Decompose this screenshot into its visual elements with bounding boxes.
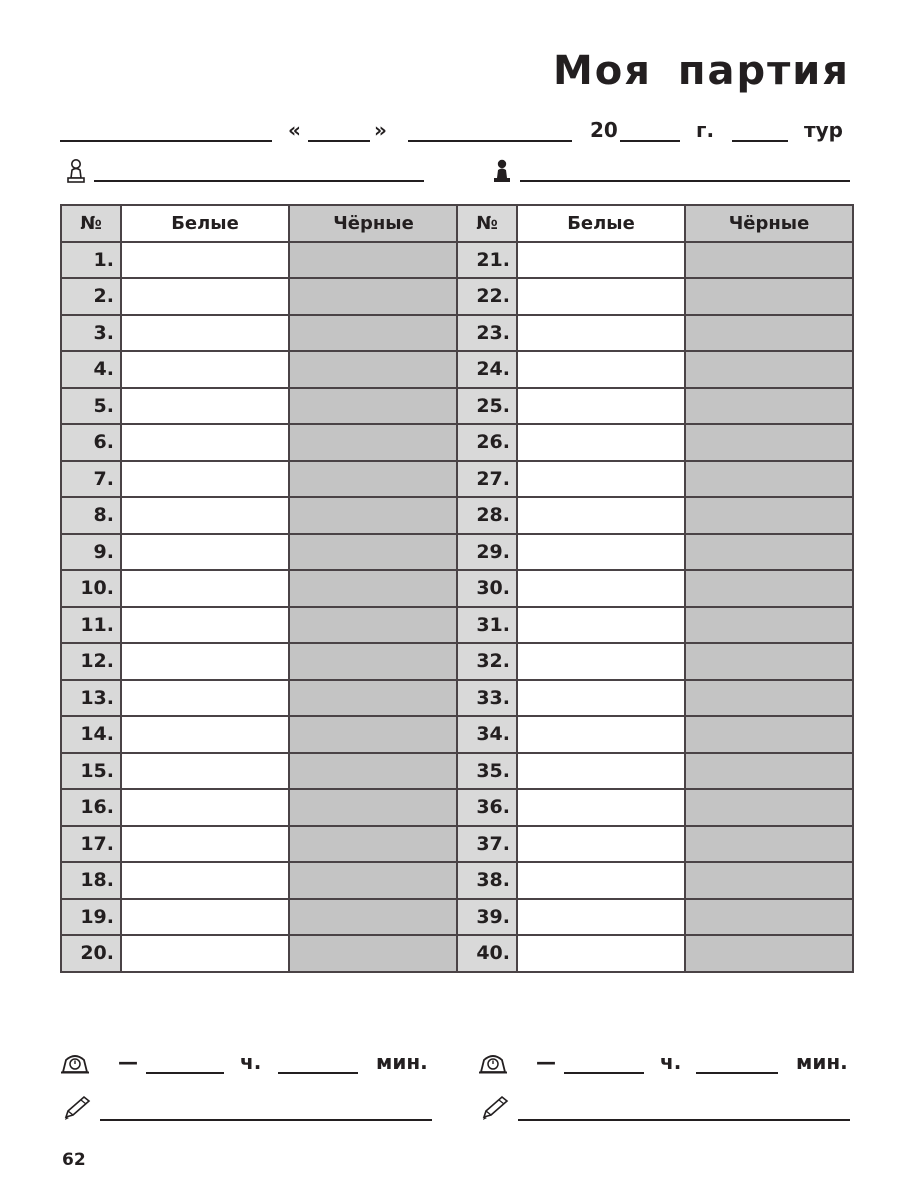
move-row (61, 826, 458, 863)
white-move-cell[interactable] (517, 424, 685, 461)
white-move-cell[interactable] (517, 242, 685, 279)
move-number: 23. (457, 315, 517, 352)
white-move-cell[interactable] (121, 607, 289, 644)
black-move-cell[interactable] (289, 607, 458, 644)
move-number-header: № (61, 205, 121, 242)
round-label: тур (804, 118, 843, 142)
move-row (61, 534, 458, 571)
move-row (61, 789, 458, 826)
time-dash: — (536, 1050, 556, 1074)
white-move-cell[interactable] (121, 242, 289, 279)
quote-open: « (288, 118, 301, 142)
black-move-cell[interactable] (685, 935, 853, 972)
move-number: 28. (457, 497, 517, 534)
black-move-cell[interactable] (685, 680, 853, 717)
move-row (457, 315, 853, 352)
black-move-cell[interactable] (289, 826, 458, 863)
move-row (61, 935, 458, 972)
black-moves-header: Чёрные (685, 205, 853, 242)
move-row (457, 680, 853, 717)
black-player-name-field[interactable] (520, 180, 850, 182)
black-signature-field[interactable] (518, 1119, 850, 1121)
black-move-cell[interactable] (685, 643, 853, 680)
white-move-cell[interactable] (121, 862, 289, 899)
white-move-cell[interactable] (517, 753, 685, 790)
move-number: 31. (457, 607, 517, 644)
black-move-cell[interactable] (289, 242, 458, 279)
minutes-label: мин. (376, 1050, 428, 1074)
minutes-field[interactable] (696, 1072, 778, 1074)
white-move-cell[interactable] (121, 899, 289, 936)
white-move-cell[interactable] (517, 716, 685, 753)
move-number: 7. (61, 461, 121, 498)
move-row (61, 315, 458, 352)
white-move-cell[interactable] (121, 497, 289, 534)
white-move-cell[interactable] (121, 315, 289, 352)
move-number: 38. (457, 862, 517, 899)
move-number: 30. (457, 570, 517, 607)
move-number: 24. (457, 351, 517, 388)
white-move-cell[interactable] (121, 351, 289, 388)
hours-label: ч. (660, 1050, 682, 1074)
white-move-cell[interactable] (121, 424, 289, 461)
chess-clock-icon (60, 1052, 90, 1074)
minutes-label: мин. (796, 1050, 848, 1074)
white-move-cell[interactable] (121, 534, 289, 571)
move-number: 18. (61, 862, 121, 899)
move-row (61, 899, 458, 936)
move-number: 33. (457, 680, 517, 717)
black-move-cell[interactable] (685, 461, 853, 498)
event-field[interactable] (60, 140, 272, 142)
move-row (61, 643, 458, 680)
move-row (457, 278, 853, 315)
move-number: 29. (457, 534, 517, 571)
moves-table-left (60, 204, 459, 973)
white-move-cell[interactable] (517, 278, 685, 315)
pen-icon (480, 1095, 510, 1121)
hours-field[interactable] (146, 1072, 224, 1074)
page-title: Моя партия (552, 48, 850, 94)
white-move-cell[interactable] (121, 753, 289, 790)
move-row (61, 242, 458, 279)
black-move-cell[interactable] (289, 534, 458, 571)
black-move-cell[interactable] (289, 753, 458, 790)
black-moves-header: Чёрные (289, 205, 458, 242)
black-move-cell[interactable] (685, 862, 853, 899)
move-number: 27. (457, 461, 517, 498)
white-pawn-icon (64, 158, 88, 184)
move-number: 19. (61, 899, 121, 936)
move-row (457, 789, 853, 826)
year-suffix: г. (696, 118, 715, 142)
pen-icon (62, 1095, 92, 1121)
black-move-cell[interactable] (289, 388, 458, 425)
move-row (457, 862, 853, 899)
black-move-cell[interactable] (289, 461, 458, 498)
white-moves-header: Белые (121, 205, 289, 242)
move-number: 14. (61, 716, 121, 753)
move-number: 37. (457, 826, 517, 863)
black-move-cell[interactable] (289, 899, 458, 936)
move-number: 11. (61, 607, 121, 644)
white-move-cell[interactable] (517, 680, 685, 717)
quote-close: » (374, 118, 387, 142)
black-move-cell[interactable] (685, 607, 853, 644)
move-row (457, 753, 853, 790)
move-row (457, 643, 853, 680)
black-time-row (478, 1050, 858, 1080)
move-number: 22. (457, 278, 517, 315)
move-number: 26. (457, 424, 517, 461)
move-number: 39. (457, 899, 517, 936)
white-moves-header: Белые (517, 205, 685, 242)
black-move-cell[interactable] (289, 351, 458, 388)
black-move-cell[interactable] (685, 497, 853, 534)
white-move-cell[interactable] (517, 643, 685, 680)
white-signature-field[interactable] (100, 1119, 432, 1121)
move-row (457, 826, 853, 863)
black-signature-row (478, 1095, 858, 1125)
move-row (61, 570, 458, 607)
hours-label: ч. (240, 1050, 262, 1074)
move-number: 2. (61, 278, 121, 315)
black-move-cell[interactable] (685, 278, 853, 315)
move-row (61, 607, 458, 644)
white-move-cell[interactable] (517, 534, 685, 571)
move-row (457, 716, 853, 753)
white-move-cell[interactable] (121, 935, 289, 972)
move-row (457, 242, 853, 279)
white-move-cell[interactable] (517, 315, 685, 352)
move-number: 5. (61, 388, 121, 425)
white-move-cell[interactable] (517, 388, 685, 425)
black-move-cell[interactable] (685, 351, 853, 388)
black-move-cell[interactable] (685, 315, 853, 352)
white-move-cell[interactable] (121, 643, 289, 680)
move-number: 40. (457, 935, 517, 972)
move-row (457, 899, 853, 936)
black-move-cell[interactable] (685, 242, 853, 279)
move-number: 3. (61, 315, 121, 352)
move-row (457, 607, 853, 644)
white-move-cell[interactable] (517, 826, 685, 863)
move-number: 21. (457, 242, 517, 279)
game-date-round-row (60, 112, 850, 146)
move-number: 16. (61, 789, 121, 826)
move-number: 32. (457, 643, 517, 680)
black-move-cell[interactable] (289, 716, 458, 753)
white-move-cell[interactable] (517, 570, 685, 607)
black-move-cell[interactable] (685, 789, 853, 826)
move-row (61, 461, 458, 498)
move-row (457, 461, 853, 498)
black-move-cell[interactable] (685, 826, 853, 863)
players-row (60, 158, 850, 188)
black-move-cell[interactable] (289, 680, 458, 717)
black-move-cell[interactable] (289, 862, 458, 899)
month-field[interactable] (408, 140, 572, 142)
move-row (457, 424, 853, 461)
chess-clock-icon (478, 1052, 508, 1074)
white-move-cell[interactable] (517, 461, 685, 498)
move-number: 17. (61, 826, 121, 863)
move-number: 15. (61, 753, 121, 790)
move-row (61, 278, 458, 315)
white-move-cell[interactable] (121, 388, 289, 425)
move-number: 20. (61, 935, 121, 972)
move-row (457, 570, 853, 607)
black-move-cell[interactable] (289, 278, 458, 315)
black-move-cell[interactable] (289, 570, 458, 607)
white-move-cell[interactable] (517, 351, 685, 388)
round-field[interactable] (732, 140, 788, 142)
move-row (61, 716, 458, 753)
white-move-cell[interactable] (517, 935, 685, 972)
move-number: 9. (61, 534, 121, 571)
white-signature-row (60, 1095, 440, 1125)
move-number: 10. (61, 570, 121, 607)
move-number: 8. (61, 497, 121, 534)
move-row (457, 935, 853, 972)
white-move-cell[interactable] (517, 899, 685, 936)
white-move-cell[interactable] (121, 789, 289, 826)
white-move-cell[interactable] (517, 497, 685, 534)
black-move-cell[interactable] (685, 388, 853, 425)
minutes-field[interactable] (278, 1072, 358, 1074)
move-row (457, 497, 853, 534)
move-row (457, 534, 853, 571)
black-move-cell[interactable] (289, 315, 458, 352)
white-move-cell[interactable] (121, 680, 289, 717)
move-number: 34. (457, 716, 517, 753)
white-player-name-field[interactable] (94, 180, 424, 182)
white-move-cell[interactable] (121, 716, 289, 753)
white-move-cell[interactable] (517, 789, 685, 826)
move-number: 4. (61, 351, 121, 388)
move-row (61, 680, 458, 717)
year-field[interactable] (620, 140, 680, 142)
move-number: 13. (61, 680, 121, 717)
move-row (61, 424, 458, 461)
time-dash: — (118, 1050, 138, 1074)
page-number: 62 (62, 1150, 86, 1170)
move-number: 1. (61, 242, 121, 279)
black-move-cell[interactable] (685, 716, 853, 753)
black-move-cell[interactable] (289, 935, 458, 972)
move-number-header: № (457, 205, 517, 242)
move-row (457, 388, 853, 425)
move-number: 35. (457, 753, 517, 790)
white-move-cell[interactable] (517, 862, 685, 899)
black-move-cell[interactable] (289, 643, 458, 680)
black-move-cell[interactable] (685, 753, 853, 790)
move-row (61, 388, 458, 425)
black-pawn-icon (490, 158, 514, 184)
white-time-row (60, 1050, 440, 1080)
move-number: 36. (457, 789, 517, 826)
move-row (61, 753, 458, 790)
white-move-cell[interactable] (121, 278, 289, 315)
white-move-cell[interactable] (517, 607, 685, 644)
year-prefix: 20 (590, 118, 618, 142)
moves-table-right (456, 204, 854, 973)
hours-field[interactable] (564, 1072, 644, 1074)
black-move-cell[interactable] (685, 899, 853, 936)
black-move-cell[interactable] (685, 534, 853, 571)
white-move-cell[interactable] (121, 570, 289, 607)
black-move-cell[interactable] (289, 789, 458, 826)
move-row (61, 497, 458, 534)
move-number: 25. (457, 388, 517, 425)
black-move-cell[interactable] (289, 497, 458, 534)
move-row (457, 351, 853, 388)
black-move-cell[interactable] (289, 424, 458, 461)
white-move-cell[interactable] (121, 461, 289, 498)
black-move-cell[interactable] (685, 424, 853, 461)
black-move-cell[interactable] (685, 570, 853, 607)
move-number: 12. (61, 643, 121, 680)
day-field[interactable] (308, 140, 370, 142)
move-row (61, 351, 458, 388)
move-number: 6. (61, 424, 121, 461)
white-move-cell[interactable] (121, 826, 289, 863)
move-row (61, 862, 458, 899)
